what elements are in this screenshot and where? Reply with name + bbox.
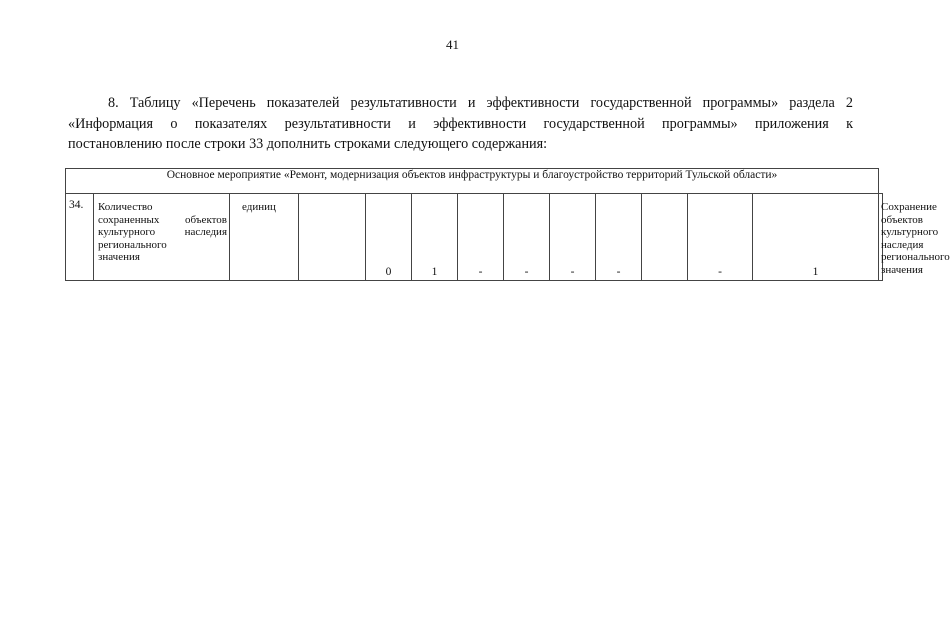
paragraph-line-3: постановлению после строки 33 дополнить строками следующего содержания:	[68, 136, 548, 152]
indicator-name-line: культурного наследия	[98, 226, 227, 238]
indicator-name-line: регионального	[98, 238, 167, 251]
value-cell: 1	[753, 194, 879, 281]
table-row	[66, 194, 883, 281]
value-cell: -	[550, 194, 596, 281]
indicator-name-line: Количество	[98, 201, 153, 213]
goal-cell: Сохранение объектов культурного наследия регионального значения	[879, 194, 883, 281]
value-cell: -	[596, 194, 642, 281]
value-cell	[299, 194, 366, 281]
unit-cell: единиц	[230, 194, 299, 281]
page-number: 41	[446, 37, 459, 52]
value-cell: 0	[366, 194, 412, 281]
paragraph-line-2: «Информация о показателях результативности и эффективности государственной программы» приложения к	[68, 115, 853, 132]
row-number-cell: 34.	[66, 194, 94, 281]
section-header-row	[66, 169, 883, 194]
paragraph-line-1: 8. Таблицу «Перечень показателей результативности и эффективности государственной программы» раздела 2	[108, 95, 853, 111]
value-cell: -	[458, 194, 504, 281]
indicator-name-line: сохраненных объектов	[98, 213, 227, 226]
value-cell: -	[688, 194, 753, 281]
indicators-table	[65, 168, 950, 281]
indicator-name-line: значения	[98, 251, 140, 263]
value-cell	[642, 194, 688, 281]
indicator-name-cell	[94, 194, 230, 281]
value-cell: -	[504, 194, 550, 281]
value-cell: 1	[412, 194, 458, 281]
section-header-cell: Основное мероприятие «Ремонт, модернизация объектов инфраструктуры и благоустройство территорий Тульской области»	[66, 169, 879, 194]
amendment-paragraph	[68, 93, 853, 155]
